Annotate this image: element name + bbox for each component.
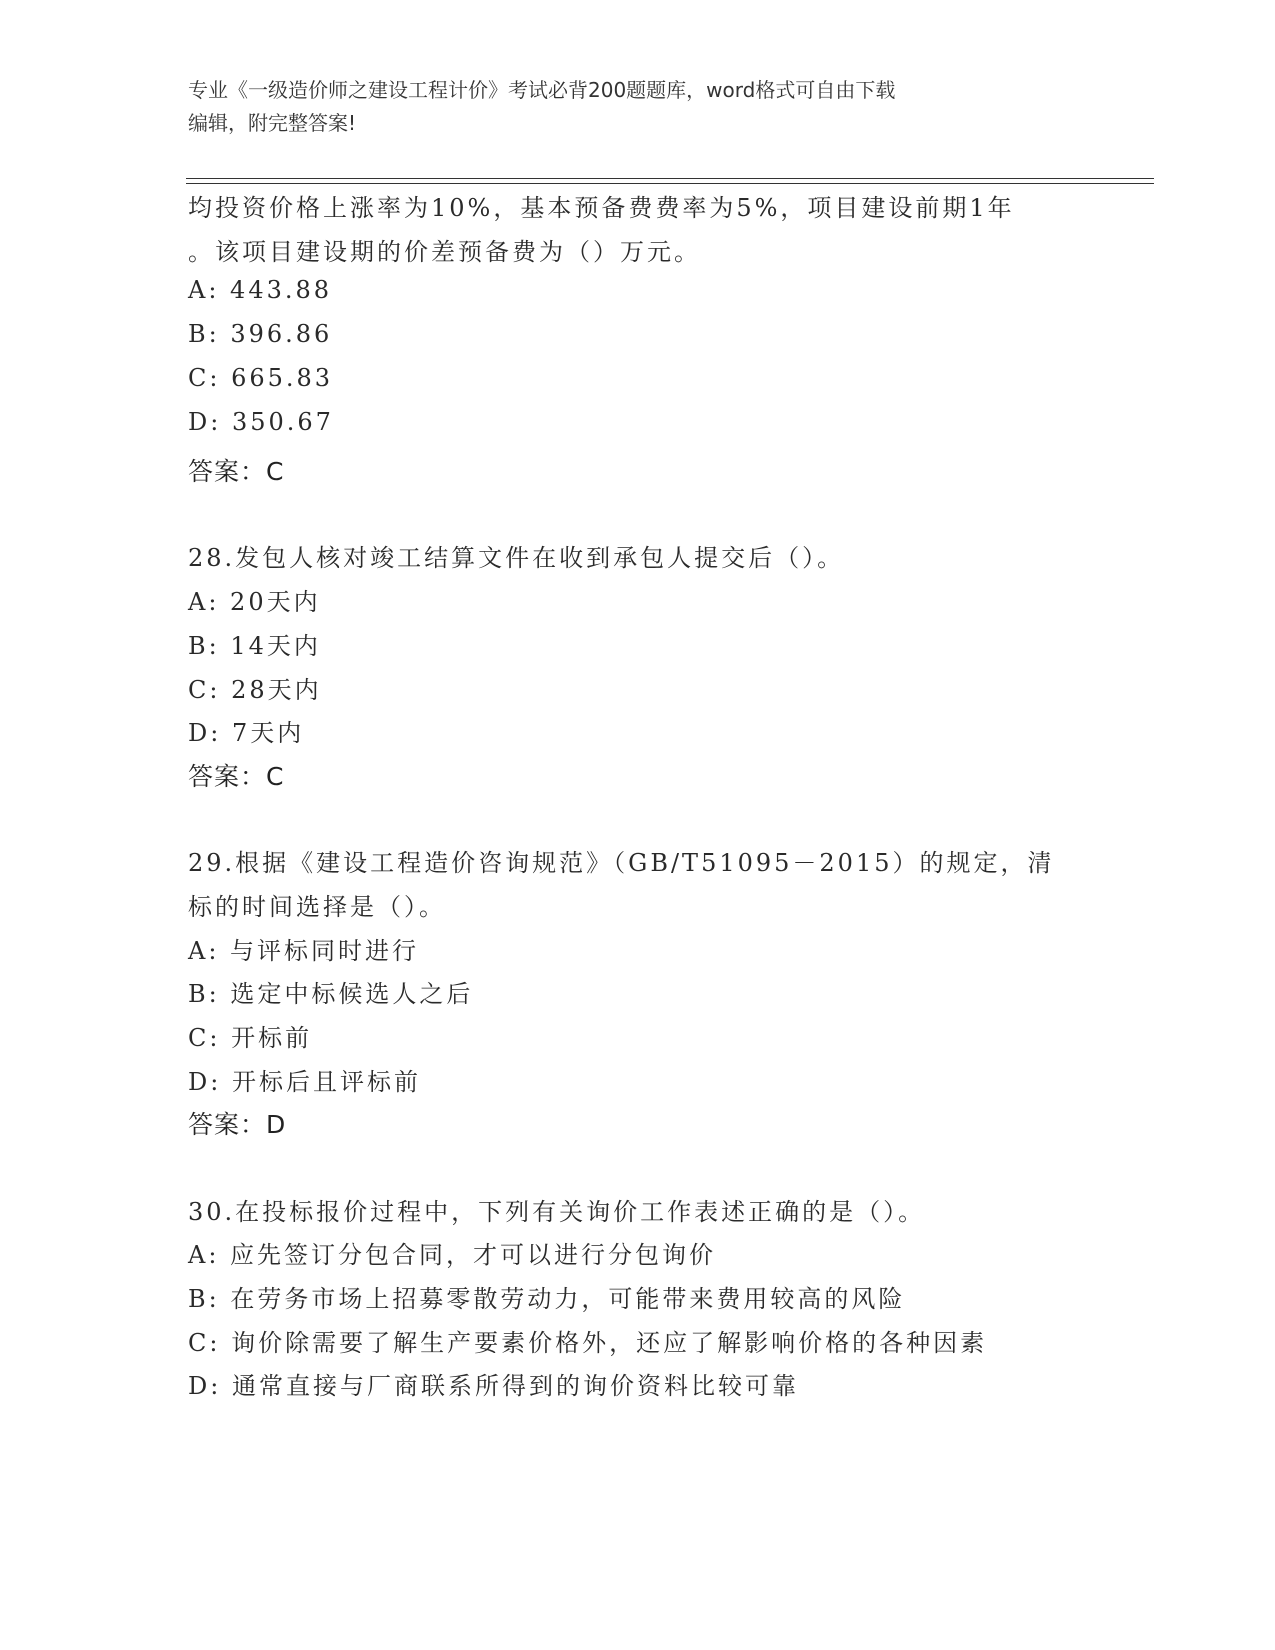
- q27-option-c: C: 665.83: [188, 364, 334, 392]
- q30-stem: 30.在投标报价过程中，下列有关询价工作表述正确的是（）。: [188, 1198, 926, 1226]
- header-rule-bottom: [186, 183, 1154, 184]
- q27-option-b: B: 396.86: [188, 320, 333, 348]
- q27-option-a: A: 443.88: [188, 276, 333, 304]
- q28-answer: 答案：C: [188, 762, 285, 791]
- header-line-1: 专业《一级造价师之建设工程计价》考试必背200题题库，word格式可自由下载: [188, 78, 896, 102]
- q30-option-c: C: 询价除需要了解生产要素价格外，还应了解影响价格的各种因素: [188, 1329, 988, 1357]
- q28-option-a: A: 20天内: [188, 588, 321, 616]
- q29-option-d: D: 开标后且评标前: [188, 1068, 421, 1096]
- q27-stem-line-1: 均投资价格上涨率为10%，基本预备费费率为5%，项目建设前期1年: [188, 194, 1015, 222]
- q30-option-d: D: 通常直接与厂商联系所得到的询价资料比较可靠: [188, 1372, 799, 1400]
- q29-stem-line-2: 标的时间选择是（）。: [188, 893, 446, 921]
- q28-option-b: B: 14天内: [188, 632, 321, 660]
- q27-option-d: D: 350.67: [188, 408, 334, 436]
- q29-option-a: A: 与评标同时进行: [188, 937, 420, 965]
- q29-answer: 答案：D: [188, 1110, 287, 1139]
- header-line-2: 编辑，附完整答案!: [188, 111, 357, 135]
- q29-option-c: C: 开标前: [188, 1024, 313, 1052]
- q28-option-d: D: 7天内: [188, 719, 305, 747]
- q28-option-c: C: 28天内: [188, 676, 322, 704]
- q30-option-b: B: 在劳务市场上招募零散劳动力，可能带来费用较高的风险: [188, 1285, 906, 1313]
- q27-answer: 答案：C: [188, 457, 285, 486]
- q30-option-a: A: 应先签订分包合同，才可以进行分包询价: [188, 1241, 717, 1269]
- header-rule-top: [186, 178, 1154, 179]
- document-header: [188, 74, 1088, 140]
- q29-stem-line-1: 29.根据《建设工程造价咨询规范》（GB/T51095－2015）的规定，清: [188, 849, 1055, 877]
- q29-option-b: B: 选定中标候选人之后: [188, 980, 474, 1008]
- q28-stem: 28.发包人核对竣工结算文件在收到承包人提交后（）。: [188, 544, 845, 572]
- q27-stem-line-2: 。该项目建设期的价差预备费为（）万元。: [188, 238, 701, 266]
